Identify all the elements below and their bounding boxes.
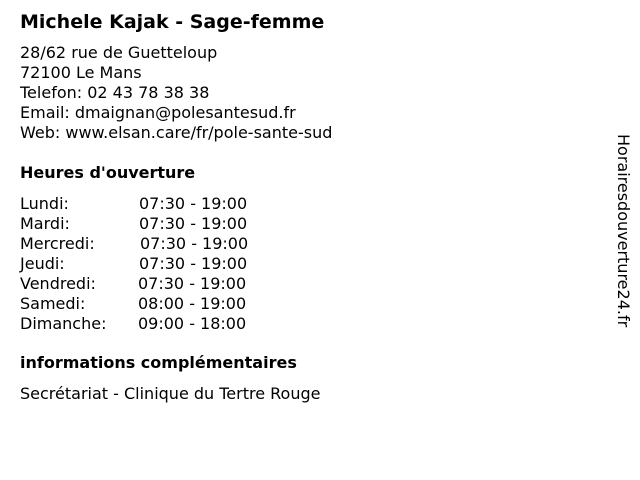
hours-row-samedi [20, 294, 248, 314]
time-range: 08:00 - 19:00 [138, 294, 247, 313]
hours-row-dimanche [20, 314, 248, 334]
time-range: 07:30 - 19:00 [139, 194, 248, 213]
city-postal-code: 72100 Le Mans [20, 63, 142, 82]
time-range: 09:00 - 18:00 [138, 314, 247, 333]
day-label: Mercredi: [20, 234, 95, 253]
time-range: 07:30 - 19:00 [138, 274, 247, 293]
street-address: 28/62 rue de Guetteloup [20, 43, 218, 62]
day-label: Dimanche: [20, 314, 107, 333]
hours-row-jeudi [20, 254, 248, 274]
email-address: Email: dmaignan@polesantesud.fr [20, 103, 296, 122]
hours-row-mercredi [20, 234, 248, 254]
day-label: Vendredi: [20, 274, 96, 293]
time-range: 07:30 - 19:00 [140, 234, 249, 253]
hours-row-vendredi [20, 274, 248, 294]
time-range: 07:30 - 19:00 [139, 214, 248, 233]
site-brand-watermark: Horairesdouverture24.fr [614, 134, 633, 328]
opening-hours-heading: Heures d'ouverture [20, 163, 196, 182]
phone-number: Telefon: 02 43 78 38 38 [20, 83, 210, 102]
day-label: Samedi: [20, 294, 86, 313]
additional-info-heading: informations complémentaires [20, 353, 297, 372]
time-range: 07:30 - 19:00 [139, 254, 248, 273]
hours-row-lundi [20, 194, 248, 214]
day-label: Mardi: [20, 214, 70, 233]
page-title: Michele Kajak - Sage-femme [20, 11, 325, 33]
day-label: Lundi: [20, 194, 69, 213]
address-block [20, 43, 332, 143]
hours-row-mardi [20, 214, 248, 234]
opening-hours-table [20, 194, 248, 334]
day-label: Jeudi: [20, 254, 65, 273]
website-url: Web: www.elsan.care/fr/pole-sante-sud [20, 123, 333, 142]
additional-info-text: Secrétariat - Clinique du Tertre Rouge [20, 384, 321, 403]
